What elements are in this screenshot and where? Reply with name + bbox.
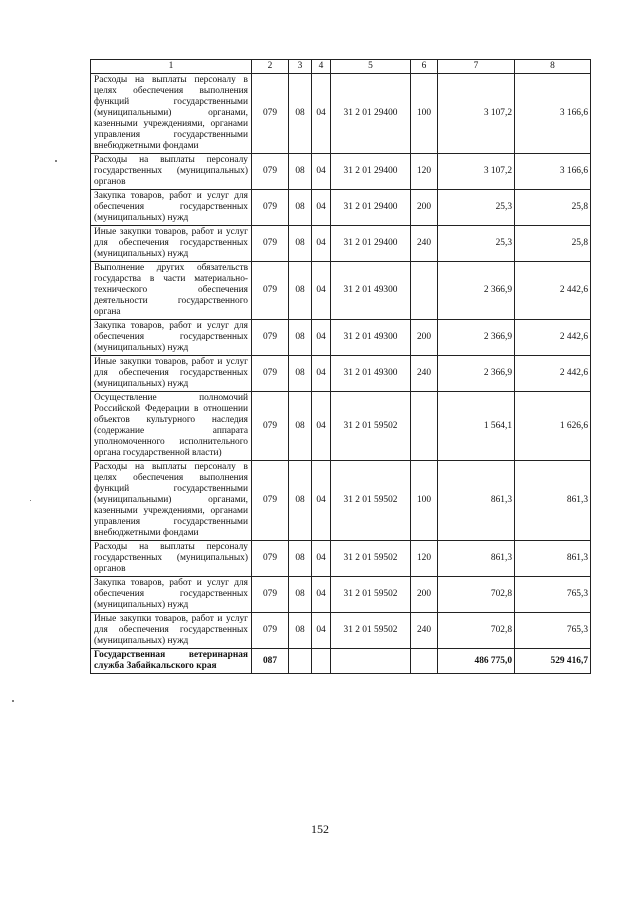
cell-expense-type: 200 <box>411 577 438 613</box>
header-col-6: 6 <box>411 60 438 74</box>
page-number: 152 <box>311 822 329 836</box>
table-row <box>91 190 591 226</box>
cell-amount-year-2: 1 626,6 <box>515 392 591 461</box>
cell-expense-type: 200 <box>411 320 438 356</box>
scan-speck <box>55 160 57 162</box>
cell-target-article: 31 2 01 49300 <box>331 356 411 392</box>
cell-target-article: 31 2 01 29400 <box>331 74 411 154</box>
cell-amount-year-1: 702,8 <box>438 577 515 613</box>
cell-expense-type: 240 <box>411 356 438 392</box>
cell-target-article: 31 2 01 59502 <box>331 613 411 649</box>
header-col-5: 5 <box>331 60 411 74</box>
cell-description: Расходы на выплаты персоналу государственных (муниципальных) органов <box>91 541 252 577</box>
cell-section: 08 <box>289 613 312 649</box>
cell-target-article: 31 2 01 49300 <box>331 262 411 320</box>
cell-amount-year-2: 765,3 <box>515 577 591 613</box>
cell-ministry-code: 079 <box>252 613 289 649</box>
cell-ministry-code: 079 <box>252 356 289 392</box>
cell-ministry-code: 079 <box>252 190 289 226</box>
cell-amount-year-2: 861,3 <box>515 461 591 541</box>
cell-expense-type: 100 <box>411 461 438 541</box>
cell-amount-year-1: 25,3 <box>438 226 515 262</box>
cell-subsection: 04 <box>312 320 331 356</box>
cell-expense-type: 240 <box>411 226 438 262</box>
table-row <box>91 320 591 356</box>
cell-expense-type <box>411 649 438 674</box>
cell-description: Расходы на выплаты персоналу в целях обеспечения выполнения функций государственными (муниципальными) органами, казенными учреждениями, органами управления государственными внебюджетными фондами <box>91 461 252 541</box>
cell-section: 08 <box>289 262 312 320</box>
cell-section: 08 <box>289 577 312 613</box>
header-col-1: 1 <box>91 60 252 74</box>
cell-subsection <box>312 649 331 674</box>
budget-table <box>90 59 591 674</box>
cell-description: Закупка товаров, работ и услуг для обеспечения государственных (муниципальных) нужд <box>91 320 252 356</box>
cell-ministry-code: 079 <box>252 541 289 577</box>
cell-amount-year-1: 25,3 <box>438 190 515 226</box>
cell-expense-type: 120 <box>411 154 438 190</box>
cell-ministry-code: 079 <box>252 461 289 541</box>
cell-section: 08 <box>289 356 312 392</box>
cell-amount-year-1: 3 107,2 <box>438 154 515 190</box>
cell-ministry-code: 079 <box>252 74 289 154</box>
cell-amount-year-1: 2 366,9 <box>438 262 515 320</box>
cell-section: 08 <box>289 190 312 226</box>
cell-description: Иные закупки товаров, работ и услуг для обеспечения государственных (муниципальных) нужд <box>91 356 252 392</box>
scan-speck <box>30 500 31 501</box>
cell-target-article: 31 2 01 59502 <box>331 461 411 541</box>
cell-description: Расходы на выплаты персоналу государственных (муниципальных) органов <box>91 154 252 190</box>
cell-amount-year-2: 2 442,6 <box>515 262 591 320</box>
cell-ministry-code: 079 <box>252 320 289 356</box>
table-row <box>91 226 591 262</box>
cell-description: Расходы на выплаты персоналу в целях обеспечения выполнения функций государственными (муниципальными) органами, казенными учреждениями, органами управления государственными внебюджетными фондами <box>91 74 252 154</box>
table-row <box>91 613 591 649</box>
cell-amount-year-2: 3 166,6 <box>515 74 591 154</box>
cell-target-article: 31 2 01 29400 <box>331 226 411 262</box>
cell-target-article: 31 2 01 29400 <box>331 190 411 226</box>
cell-subsection: 04 <box>312 154 331 190</box>
cell-subsection: 04 <box>312 356 331 392</box>
cell-amount-year-1: 3 107,2 <box>438 74 515 154</box>
cell-subsection: 04 <box>312 262 331 320</box>
cell-amount-year-1: 861,3 <box>438 461 515 541</box>
cell-description: Иные закупки товаров, работ и услуг для обеспечения государственных (муниципальных) нужд <box>91 613 252 649</box>
header-col-4: 4 <box>312 60 331 74</box>
cell-amount-year-1: 702,8 <box>438 613 515 649</box>
table-row <box>91 541 591 577</box>
table-row <box>91 356 591 392</box>
table-row <box>91 461 591 541</box>
cell-section: 08 <box>289 461 312 541</box>
cell-amount-year-1: 2 366,9 <box>438 320 515 356</box>
cell-target-article: 31 2 01 59502 <box>331 541 411 577</box>
cell-section: 08 <box>289 541 312 577</box>
cell-amount-year-1: 861,3 <box>438 541 515 577</box>
cell-description: Выполнение других обязательств государства в части материально-технического обеспечения деятельности государственного органа <box>91 262 252 320</box>
cell-amount-year-1: 2 366,9 <box>438 356 515 392</box>
cell-section: 08 <box>289 154 312 190</box>
cell-description: Государственная ветеринарная служба Забайкальского края <box>91 649 252 674</box>
cell-ministry-code: 079 <box>252 577 289 613</box>
budget-table-area <box>90 59 590 674</box>
cell-amount-year-2: 25,8 <box>515 190 591 226</box>
cell-expense-type: 200 <box>411 190 438 226</box>
cell-subsection: 04 <box>312 613 331 649</box>
cell-section: 08 <box>289 226 312 262</box>
cell-target-article: 31 2 01 49300 <box>331 320 411 356</box>
cell-ministry-code: 079 <box>252 262 289 320</box>
cell-expense-type <box>411 392 438 461</box>
cell-ministry-code: 087 <box>252 649 289 674</box>
header-col-3: 3 <box>289 60 312 74</box>
cell-subsection: 04 <box>312 226 331 262</box>
scan-speck <box>12 700 14 702</box>
cell-subsection: 04 <box>312 577 331 613</box>
table-row <box>91 577 591 613</box>
table-header-row <box>91 60 591 74</box>
cell-expense-type: 100 <box>411 74 438 154</box>
table-row <box>91 154 591 190</box>
cell-ministry-code: 079 <box>252 226 289 262</box>
cell-ministry-code: 079 <box>252 392 289 461</box>
cell-expense-type: 120 <box>411 541 438 577</box>
cell-amount-year-2: 3 166,6 <box>515 154 591 190</box>
cell-description: Закупка товаров, работ и услуг для обеспечения государственных (муниципальных) нужд <box>91 577 252 613</box>
cell-target-article: 31 2 01 59502 <box>331 577 411 613</box>
cell-amount-year-2: 861,3 <box>515 541 591 577</box>
cell-subsection: 04 <box>312 74 331 154</box>
cell-description: Иные закупки товаров, работ и услуг для обеспечения государственных (муниципальных) нужд <box>91 226 252 262</box>
cell-ministry-code: 079 <box>252 154 289 190</box>
cell-amount-year-2: 2 442,6 <box>515 320 591 356</box>
cell-amount-year-2: 25,8 <box>515 226 591 262</box>
cell-target-article: 31 2 01 29400 <box>331 154 411 190</box>
cell-subsection: 04 <box>312 190 331 226</box>
cell-section: 08 <box>289 320 312 356</box>
cell-amount-year-2: 529 416,7 <box>515 649 591 674</box>
table-row <box>91 74 591 154</box>
cell-target-article <box>331 649 411 674</box>
cell-target-article: 31 2 01 59502 <box>331 392 411 461</box>
cell-subsection: 04 <box>312 541 331 577</box>
cell-subsection: 04 <box>312 461 331 541</box>
cell-section: 08 <box>289 392 312 461</box>
cell-amount-year-2: 2 442,6 <box>515 356 591 392</box>
cell-amount-year-1: 486 775,0 <box>438 649 515 674</box>
header-col-7: 7 <box>438 60 515 74</box>
table-row <box>91 262 591 320</box>
cell-description: Осуществление полномочий Российской Федерации в отношении объектов культурного наследия (содержание аппарата уполномоченного исполнительного органа государственной власти) <box>91 392 252 461</box>
table-row <box>91 392 591 461</box>
table-body <box>91 74 591 674</box>
header-col-2: 2 <box>252 60 289 74</box>
header-col-8: 8 <box>515 60 591 74</box>
table-row <box>91 649 591 674</box>
cell-amount-year-1: 1 564,1 <box>438 392 515 461</box>
cell-description: Закупка товаров, работ и услуг для обеспечения государственных (муниципальных) нужд <box>91 190 252 226</box>
cell-section <box>289 649 312 674</box>
cell-expense-type <box>411 262 438 320</box>
cell-subsection: 04 <box>312 392 331 461</box>
cell-expense-type: 240 <box>411 613 438 649</box>
cell-amount-year-2: 765,3 <box>515 613 591 649</box>
cell-section: 08 <box>289 74 312 154</box>
